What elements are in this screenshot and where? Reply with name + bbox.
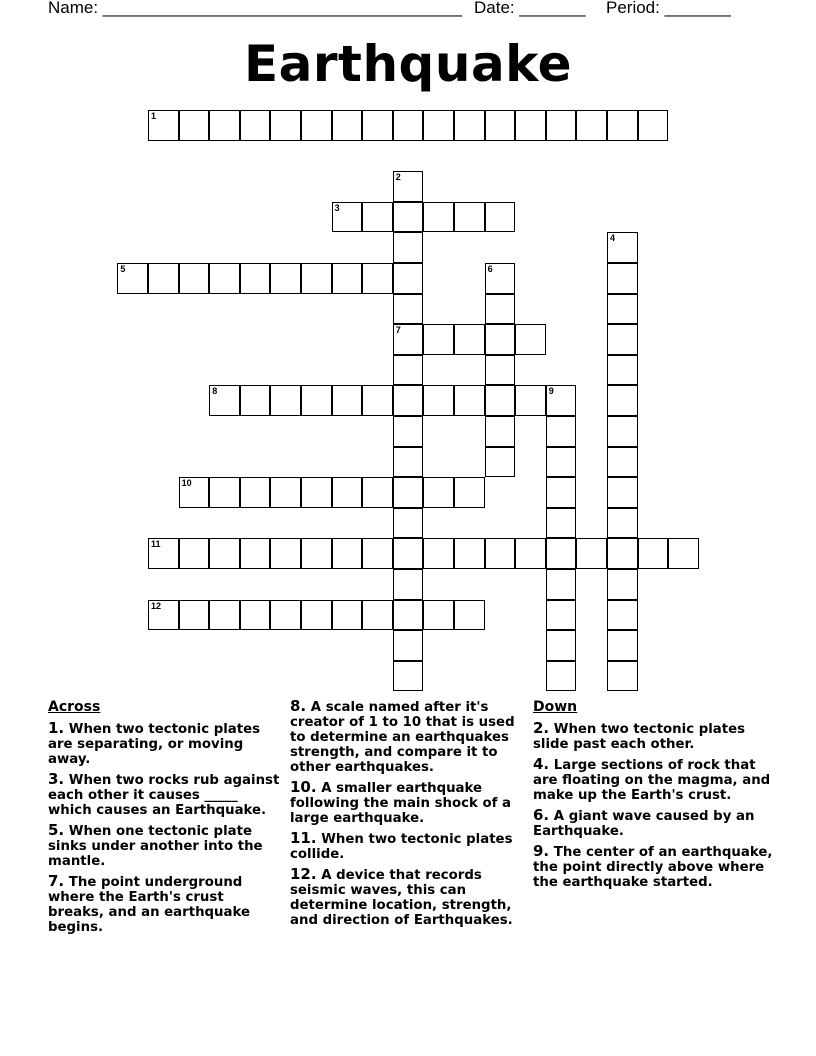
grid-cell[interactable] — [607, 447, 638, 478]
clue-number: 1. — [48, 719, 65, 737]
grid-cell[interactable] — [607, 263, 638, 294]
grid-cell[interactable] — [546, 600, 577, 631]
grid-cell[interactable] — [638, 110, 669, 141]
grid-cell[interactable] — [362, 600, 393, 631]
clue-text: When two tectonic plates are separating, or moving away. — [48, 722, 261, 767]
grid-cell[interactable] — [454, 110, 485, 141]
grid-cell[interactable] — [607, 630, 638, 661]
grid-cell[interactable] — [240, 110, 271, 141]
grid-cell[interactable] — [607, 477, 638, 508]
grid-cell[interactable] — [179, 538, 210, 569]
grid-cell[interactable] — [332, 538, 363, 569]
grid-cell[interactable] — [240, 385, 271, 416]
grid-cell[interactable] — [485, 355, 516, 386]
grid-cell[interactable] — [423, 324, 454, 355]
clue-down-4 — [533, 757, 773, 803]
clue-text: A smaller earthquake following the main shock of a large earthquake. — [290, 781, 511, 826]
clue-number: 2. — [533, 719, 550, 737]
grid-cell[interactable] — [423, 202, 454, 233]
grid-cell[interactable] — [546, 508, 577, 539]
grid-cell[interactable] — [423, 110, 454, 141]
grid-cell[interactable] — [485, 263, 516, 294]
clue-across-12 — [290, 867, 526, 928]
grid-cell[interactable] — [393, 385, 424, 416]
grid-cell[interactable] — [546, 477, 577, 508]
grid-cell[interactable] — [393, 661, 424, 692]
grid-cell[interactable] — [301, 110, 332, 141]
grid-cell[interactable] — [332, 110, 363, 141]
grid-cell[interactable] — [423, 477, 454, 508]
clue-number: 8. — [290, 697, 307, 715]
grid-clue-number: 1 — [151, 111, 157, 121]
grid-cell[interactable] — [607, 538, 638, 569]
grid-cell[interactable] — [362, 385, 393, 416]
grid-cell[interactable] — [301, 385, 332, 416]
grid-cell[interactable] — [362, 263, 393, 294]
grid-cell[interactable] — [179, 263, 210, 294]
grid-cell[interactable] — [148, 538, 179, 569]
clue-across-1 — [48, 721, 280, 767]
grid-cell[interactable] — [393, 355, 424, 386]
grid-cell[interactable] — [485, 416, 516, 447]
clue-number: 4. — [533, 755, 550, 773]
period-field-label[interactable]: Period: _______ — [606, 0, 731, 17]
clue-number: 12. — [290, 865, 317, 883]
grid-cell[interactable] — [668, 538, 699, 569]
grid-cell[interactable] — [179, 110, 210, 141]
grid-cell[interactable] — [393, 171, 424, 202]
grid-cell[interactable] — [362, 202, 393, 233]
clue-down-6 — [533, 808, 773, 839]
grid-cell[interactable] — [362, 110, 393, 141]
grid-cell[interactable] — [332, 202, 363, 233]
clue-number: 5. — [48, 821, 65, 839]
grid-cell[interactable] — [607, 324, 638, 355]
grid-cell[interactable] — [546, 110, 577, 141]
grid-cell[interactable] — [423, 600, 454, 631]
grid-cell[interactable] — [607, 110, 638, 141]
clue-down-2 — [533, 721, 773, 752]
grid-cell[interactable] — [270, 477, 301, 508]
across-clues-column-2 — [290, 699, 526, 933]
grid-cell[interactable] — [179, 600, 210, 631]
grid-cell[interactable] — [148, 110, 179, 141]
grid-cell[interactable] — [332, 477, 363, 508]
date-field-label[interactable]: Date: _______ — [474, 0, 586, 17]
grid-cell[interactable] — [607, 355, 638, 386]
clue-text: A scale named after it's creator of 1 to 10 that is used to determine an earthquakes strength, and compare it to other earthquakes. — [290, 700, 515, 775]
clue-across-11 — [290, 831, 526, 862]
grid-cell[interactable] — [393, 538, 424, 569]
grid-cell[interactable] — [301, 263, 332, 294]
grid-cell[interactable] — [209, 477, 240, 508]
clue-text: A device that records seismic waves, this can determine location, strength, and direction of Earthquakes. — [290, 868, 513, 928]
grid-cell[interactable] — [393, 508, 424, 539]
clue-number: 3. — [48, 770, 65, 788]
grid-cell[interactable] — [270, 385, 301, 416]
grid-cell[interactable] — [607, 569, 638, 600]
grid-cell[interactable] — [270, 263, 301, 294]
grid-cell[interactable] — [209, 600, 240, 631]
clue-text: Large sections of rock that are floating on the magma, and make up the Earth's crust. — [533, 758, 771, 803]
grid-cell[interactable] — [454, 477, 485, 508]
grid-clue-number: 5 — [120, 264, 126, 274]
grid-cell[interactable] — [454, 385, 485, 416]
grid-cell[interactable] — [485, 110, 516, 141]
grid-cell[interactable] — [148, 263, 179, 294]
grid-cell[interactable] — [576, 110, 607, 141]
grid-cell[interactable] — [179, 477, 210, 508]
clue-across-5 — [48, 823, 280, 869]
name-field-label[interactable]: Name: ______________________________________ — [48, 0, 463, 17]
grid-clue-number: 2 — [395, 172, 401, 183]
grid-clue-number: 8 — [212, 386, 218, 397]
grid-cell[interactable] — [209, 538, 240, 569]
grid-cell[interactable] — [485, 202, 516, 233]
grid-clue-number: 7 — [395, 325, 401, 336]
grid-cell[interactable] — [607, 232, 638, 263]
grid-cell[interactable] — [485, 538, 516, 569]
grid-cell[interactable] — [332, 263, 363, 294]
grid-cell[interactable] — [393, 294, 424, 325]
grid-cell[interactable] — [362, 538, 393, 569]
grid-cell[interactable] — [393, 324, 424, 355]
grid-cell[interactable] — [393, 263, 424, 294]
grid-cell[interactable] — [515, 110, 546, 141]
clue-text: When one tectonic plate sinks under another into the mantle. — [48, 824, 263, 869]
clue-across-8 — [290, 699, 526, 775]
down-clues-column — [533, 699, 773, 895]
grid-cell[interactable] — [240, 477, 271, 508]
grid-cell[interactable] — [270, 600, 301, 631]
grid-cell[interactable] — [240, 263, 271, 294]
grid-cell[interactable] — [117, 263, 148, 294]
grid-clue-number: 4 — [610, 233, 616, 244]
grid-clue-number: 9 — [548, 386, 554, 397]
grid-cell[interactable] — [546, 661, 577, 692]
grid-cell[interactable] — [393, 202, 424, 233]
grid-cell[interactable] — [332, 385, 363, 416]
page-title: Earthquake — [244, 35, 572, 93]
clue-text: When two tectonic plates slide past each other. — [533, 722, 746, 752]
grid-cell[interactable] — [546, 538, 577, 569]
grid-cell[interactable] — [332, 600, 363, 631]
down-heading: Down — [533, 699, 578, 715]
grid-cell[interactable] — [546, 416, 577, 447]
clue-number: 9. — [533, 842, 550, 860]
grid-cell[interactable] — [270, 110, 301, 141]
clue-text: When two tectonic plates collide. — [290, 832, 513, 862]
clue-across-3 — [48, 772, 280, 818]
grid-cell[interactable] — [270, 538, 301, 569]
grid-cell[interactable] — [393, 600, 424, 631]
clue-text: The center of an earthquake, the point directly above where the earthquake started. — [533, 845, 773, 890]
grid-cell[interactable] — [485, 447, 516, 478]
grid-cell[interactable] — [209, 263, 240, 294]
clue-text: A giant wave caused by an Earthquake. — [533, 809, 755, 839]
grid-cell[interactable] — [454, 600, 485, 631]
clue-text: The point underground where the Earth's crust breaks, and an earthquake begins. — [48, 875, 250, 935]
grid-cell[interactable] — [546, 630, 577, 661]
grid-cell[interactable] — [607, 661, 638, 692]
grid-cell[interactable] — [515, 538, 546, 569]
grid-cell[interactable] — [454, 324, 485, 355]
grid-cell[interactable] — [393, 630, 424, 661]
clue-across-7 — [48, 874, 280, 935]
grid-cell[interactable] — [546, 447, 577, 478]
across-clues-column-1 — [48, 699, 280, 940]
grid-cell[interactable] — [454, 538, 485, 569]
grid-cell[interactable] — [423, 538, 454, 569]
grid-cell[interactable] — [607, 416, 638, 447]
grid-cell[interactable] — [454, 202, 485, 233]
grid-cell[interactable] — [148, 600, 179, 631]
clue-down-9 — [533, 844, 773, 890]
grid-cell[interactable] — [423, 385, 454, 416]
grid-cell[interactable] — [301, 600, 332, 631]
grid-clue-number: 12 — [151, 600, 162, 611]
grid-cell[interactable] — [576, 538, 607, 569]
grid-cell[interactable] — [301, 538, 332, 569]
grid-cell[interactable] — [240, 538, 271, 569]
clue-across-10 — [290, 780, 526, 826]
grid-cell[interactable] — [546, 569, 577, 600]
grid-cell[interactable] — [638, 538, 669, 569]
grid-cell[interactable] — [393, 447, 424, 478]
grid-clue-number: 10 — [181, 478, 192, 489]
grid-cell[interactable] — [393, 569, 424, 600]
grid-cell[interactable] — [515, 385, 546, 416]
clue-number: 7. — [48, 872, 65, 890]
grid-cell[interactable] — [393, 110, 424, 141]
clue-number: 11. — [290, 829, 317, 847]
clue-text: When two rocks rub against each other it causes _____ which causes an Earthquake. — [48, 773, 280, 818]
grid-cell[interactable] — [607, 600, 638, 631]
across-heading: Across — [48, 699, 101, 715]
grid-cell[interactable] — [393, 416, 424, 447]
clue-number: 6. — [533, 806, 550, 824]
grid-cell[interactable] — [301, 477, 332, 508]
grid-cell[interactable] — [607, 385, 638, 416]
grid-cell[interactable] — [485, 385, 516, 416]
grid-cell[interactable] — [393, 232, 424, 263]
clue-number: 10. — [290, 778, 317, 796]
grid-cell[interactable] — [485, 294, 516, 325]
grid-cell[interactable] — [362, 477, 393, 508]
grid-cell[interactable] — [485, 324, 516, 355]
grid-clue-number: 6 — [487, 264, 493, 274]
grid-cell[interactable] — [607, 294, 638, 325]
grid-cell[interactable] — [393, 477, 424, 508]
grid-clue-number: 3 — [334, 202, 340, 213]
grid-cell[interactable] — [515, 324, 546, 355]
grid-cell[interactable] — [209, 385, 240, 416]
grid-cell[interactable] — [607, 508, 638, 539]
grid-clue-number: 11 — [151, 539, 161, 550]
grid-cell[interactable] — [240, 600, 271, 631]
grid-cell[interactable] — [546, 385, 577, 416]
grid-cell[interactable] — [209, 110, 240, 141]
